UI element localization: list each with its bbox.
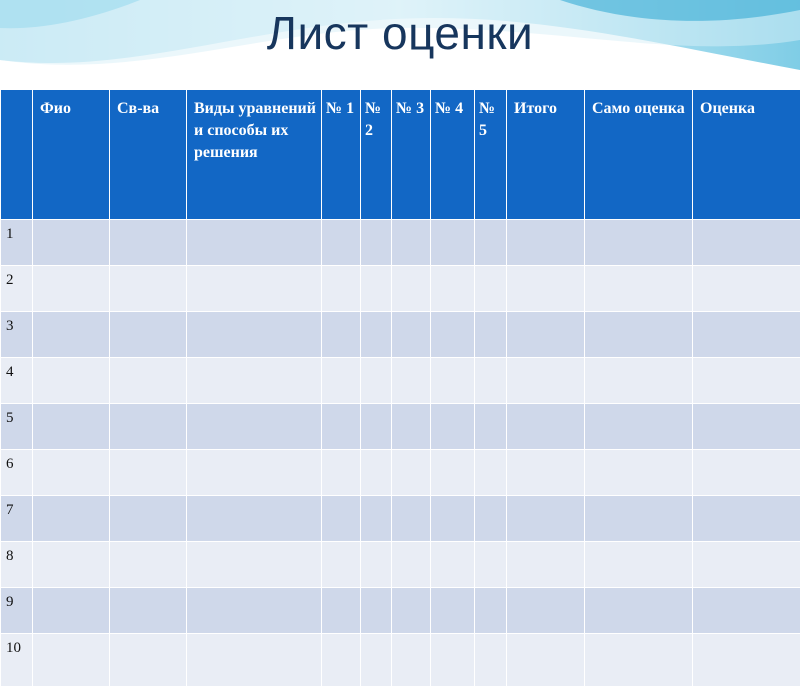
table-cell [33,542,110,588]
table-cell [431,220,475,266]
table-cell [392,588,431,634]
table-cell [361,404,392,450]
table-cell [33,496,110,542]
table-cell [322,496,361,542]
table-cell [507,404,585,450]
header-properties: Св-ва [110,90,187,220]
row-number: 5 [1,404,33,450]
row-number: 2 [1,266,33,312]
table-cell [693,404,800,450]
row-number: 9 [1,588,33,634]
header-task-4: № 4 [431,90,475,220]
table-cell [322,542,361,588]
table-cell [507,220,585,266]
table-cell [33,266,110,312]
table-cell [693,496,800,542]
table-cell [392,312,431,358]
table-cell [585,634,693,687]
table-cell [693,588,800,634]
table-cell [361,266,392,312]
table-cell [110,542,187,588]
table-cell [33,404,110,450]
table-cell [507,588,585,634]
table-cell [431,588,475,634]
table-cell [475,266,507,312]
table-cell [322,220,361,266]
table-cell [392,358,431,404]
table-cell [361,220,392,266]
header-corner [1,90,33,220]
table-cell [585,220,693,266]
table-row [1,588,800,634]
table-cell [585,542,693,588]
table-row [1,450,800,496]
table-cell [187,404,322,450]
row-number: 3 [1,312,33,358]
table-cell [693,450,800,496]
table-cell [431,266,475,312]
table-cell [361,450,392,496]
table-cell [693,312,800,358]
table-cell [507,266,585,312]
table-cell [392,266,431,312]
table-cell [322,634,361,687]
header-equation-types: Виды уравнений и способы их решения [187,90,322,220]
table-cell [585,312,693,358]
table-cell [507,496,585,542]
table-cell [110,496,187,542]
table-row [1,312,800,358]
table-cell [322,266,361,312]
table-cell [507,358,585,404]
table-cell [33,220,110,266]
table-cell [585,266,693,312]
table-cell [361,588,392,634]
table-cell [322,588,361,634]
table-cell [361,312,392,358]
header-total: Итого [507,90,585,220]
header-task-1: № 1 [322,90,361,220]
table-cell [187,542,322,588]
table-cell [693,634,800,687]
table-cell [585,450,693,496]
table-cell [110,634,187,687]
table-cell [507,312,585,358]
table-cell [110,404,187,450]
row-number: 8 [1,542,33,588]
table-cell [110,450,187,496]
header-task-2: № 2 [361,90,392,220]
table-cell [110,312,187,358]
table-row [1,266,800,312]
row-number: 6 [1,450,33,496]
grade-sheet-table [0,89,800,687]
table-cell [693,542,800,588]
table-cell [33,358,110,404]
page-title: Лист оценки [0,6,800,60]
table-row [1,220,800,266]
table-row [1,542,800,588]
table-cell [110,588,187,634]
table-cell [322,358,361,404]
table-cell [187,450,322,496]
table-cell [110,358,187,404]
row-number: 4 [1,358,33,404]
table-cell [110,266,187,312]
table-cell [392,450,431,496]
row-number: 7 [1,496,33,542]
table-cell [187,266,322,312]
table-cell [585,588,693,634]
table-cell [475,220,507,266]
header-task-5: № 5 [475,90,507,220]
table-row [1,634,800,687]
table-cell [187,588,322,634]
header-grade: Оценка [693,90,800,220]
table-cell [475,358,507,404]
table-cell [392,496,431,542]
table-row [1,496,800,542]
table-cell [475,496,507,542]
table-cell [585,358,693,404]
table-cell [507,450,585,496]
table-cell [475,312,507,358]
table-cell [322,312,361,358]
table-cell [392,542,431,588]
table-row [1,404,800,450]
header-self-assessment: Само оценка [585,90,693,220]
table-cell [475,542,507,588]
table-cell [187,634,322,687]
table-cell [693,220,800,266]
table-cell [693,266,800,312]
table-cell [475,588,507,634]
table-cell [361,496,392,542]
header-task-3: № 3 [392,90,431,220]
table-cell [33,588,110,634]
table-cell [431,634,475,687]
row-number: 10 [1,634,33,687]
table-cell [322,404,361,450]
table-cell [431,542,475,588]
header-fio: Фио [33,90,110,220]
table-cell [110,220,187,266]
table-cell [392,220,431,266]
table-cell [585,496,693,542]
table-cell [693,358,800,404]
table-cell [507,542,585,588]
table-cell [322,450,361,496]
table-cell [392,634,431,687]
table-cell [431,358,475,404]
table-cell [361,358,392,404]
table-cell [361,634,392,687]
table-cell [431,450,475,496]
table-cell [33,450,110,496]
table-cell [187,312,322,358]
row-number: 1 [1,220,33,266]
table-cell [475,404,507,450]
table-cell [361,542,392,588]
table-cell [475,450,507,496]
table-cell [585,404,693,450]
table-cell [475,634,507,687]
table-cell [187,358,322,404]
header-row [1,90,800,220]
table-cell [431,312,475,358]
table-cell [187,496,322,542]
table-cell [33,634,110,687]
table-cell [507,634,585,687]
table-cell [392,404,431,450]
table-cell [187,220,322,266]
table-cell [431,496,475,542]
table-cell [431,404,475,450]
table-row [1,358,800,404]
table-cell [33,312,110,358]
